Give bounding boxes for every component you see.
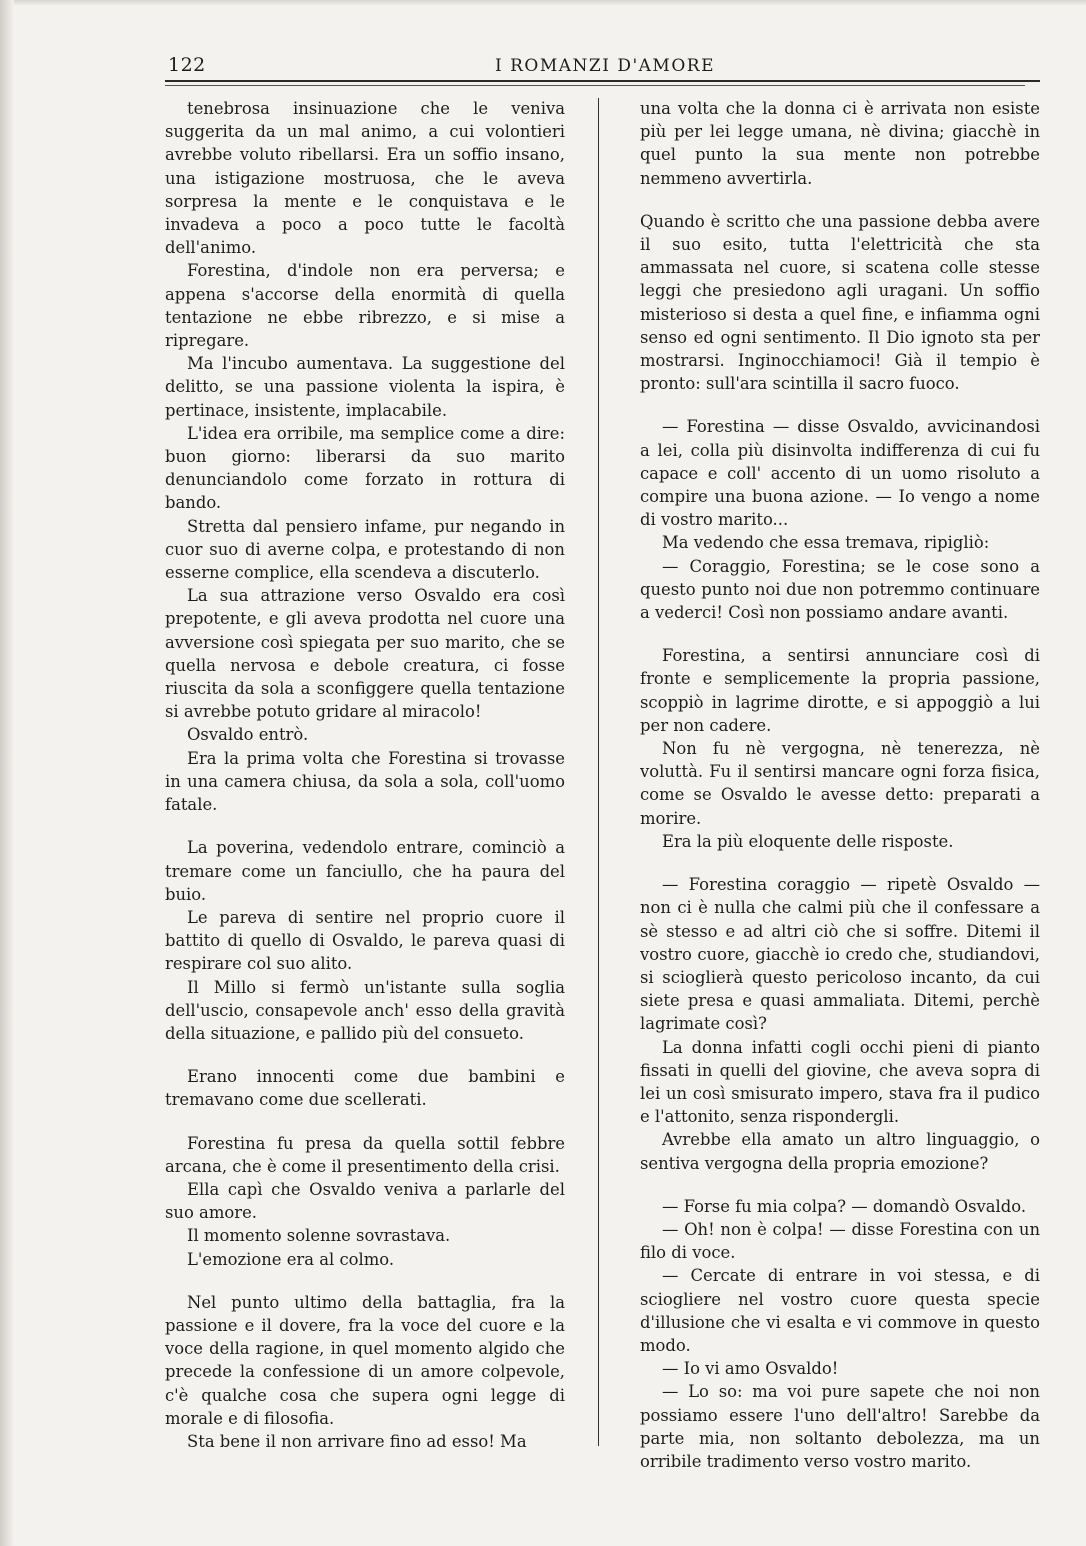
paragraph: Forestina fu presa da quella sottil febbre arcana, che è come il presentimento della crisi. [165, 1133, 565, 1176]
paragraph: — Cercate di entrare in voi stessa, e di sciogliere nel vostro cuore questa specie d'illusione che vi esalta e vi commove in questo modo. [640, 1266, 1040, 1355]
paragraph: Ma vedendo che essa tremava, ripigliò: [662, 533, 990, 553]
paragraph: Quando è scritto che una passione debba avere il suo esito, tutta l'elettricità che sta ammassata nel cuore, si scatena colle stesse leggi che presiedono agli uragani. Un soffio misterioso si desta a quel fine, e infiamma ogni senso ed ogni sentimento. Il Dio ignoto sta per mostrarsi. Inginocchiamoci! Già il tempio è pronto: sull'ara scintilla il sacro fuoco. [640, 211, 1040, 394]
paragraph: Ella capì che Osvaldo veniva a parlarle del suo amore. [165, 1179, 565, 1223]
running-title: I ROMANZI D'AMORE [495, 56, 715, 76]
paragraph: Forestina, d'indole non era perversa; e appena s'accorse della enormità di quella tentazione ne ebbe ribrezzo, e si mise a ripregare. [165, 261, 565, 351]
paragraph: Osvaldo entrò. [187, 725, 309, 745]
paragraph-gap [165, 816, 565, 836]
right-text-column [640, 97, 1040, 1473]
paragraph: Avrebbe ella amato un altro linguaggio, o sentiva vergogna della propria emozione? [640, 1130, 1040, 1173]
paragraph: Era la più eloquente delle risposte. [662, 831, 954, 851]
paragraph-gap [640, 395, 1040, 415]
paragraph: L'emozione era al colmo. [187, 1249, 395, 1269]
header-rule-thick [165, 80, 1040, 82]
paragraph: — Oh! non è colpa! — disse Forestina con un filo di voce. [640, 1219, 1040, 1263]
paragraph: una volta che la donna ci è arrivata non esiste più per lei legge umana, nè divina; giacchè in quel punto la sua mente non potrebbe nemmeno avvertirla. [640, 99, 1040, 188]
paragraph: — Forestina coraggio — ripetè Osvaldo — non ci è nulla che calmi più che il confessare a sè stesso e ad altri ciò che si soffre. Ditemi il vostro cuore, giacchè io credo che, studiandovi, si scioglierà questo pericoloso incanto, da cui siete presa e quasi ammaliata. Ditemi, perchè lagrimate così? [640, 875, 1040, 1034]
paragraph: — Coraggio, Forestina; se le cose sono a questo punto noi due non potremmo continuare a vederci! Così non possiamo andare avanti. [640, 556, 1040, 623]
paragraph-gap [165, 1271, 565, 1291]
paragraph: Ma l'incubo aumentava. La suggestione del delitto, se una passione violenta la ispira, è pertinace, insistente, implacabile. [165, 354, 565, 420]
paragraph: — Forse fu mia colpa? — domandò Osvaldo. [662, 1196, 1027, 1216]
paragraph-gap [165, 1112, 565, 1132]
paragraph: Forestina, a sentirsi annunciare così di fronte e semplicemente la propria passione, scoppiò in lagrime dirotte, e si appoggiò a lui per non cadere. [640, 646, 1040, 735]
page-header [165, 50, 1040, 80]
paragraph: tenebrosa insinuazione che le veniva suggerita da un mal animo, a cui volontieri avrebbe voluto ribellarsi. Era un soffio insano, una istigazione mostruosa, che le aveva sorpresa la mente e le conquistava e le invadeva a poco a poco tutte le facoltà dell'animo. [165, 99, 565, 258]
paragraph-gap [640, 1175, 1040, 1195]
paragraph: Stretta dal pensiero infame, pur negando in cuor suo di averne colpa, e protestando di non esserne complice, ella scendeva a discuterlo. [165, 516, 565, 583]
paragraph: La poverina, vedendolo entrare, cominciò a tremare come un fanciullo, che ha paura del buio. [165, 838, 565, 904]
paragraph: La donna infatti cogli occhi pieni di pianto fissati in quelli del giovine, che aveva sopra di lei un così smisurato impero, stava fra il pudico e l'attonito, senza rispondergli. [640, 1037, 1040, 1127]
paragraph: — Forestina — disse Osvaldo, avvicinandosi a lei, colla più disinvolta indifferenza di cui fu capace e coll' accento di un uomo risoluto a compire una buona azione. — Io vengo a nome di vostro marito... [640, 417, 1040, 530]
paragraph: — Io vi amo Osvaldo! [662, 1359, 839, 1379]
paragraph: Il momento solenne sovrastava. [187, 1226, 451, 1246]
paragraph: Erano innocenti come due bambini e tremavano come due scellerati. [165, 1067, 565, 1110]
paragraph: — Lo so: ma voi pure sapete che noi non possiamo essere l'uno dell'altro! Sarebbe da parte mia, non soltanto debolezza, ma un orribile tradimento verso vostro marito. [640, 1382, 1040, 1471]
paragraph: Le pareva di sentire nel proprio cuore il battito di quello di Osvaldo, le pareva quasi di respirare col suo alito. [165, 907, 565, 974]
paragraph: Il Millo si fermò un'istante sulla soglia dell'uscio, consapevole anch' esso della gravità della situazione, e pallido più del consueto. [165, 977, 565, 1043]
column-divider [598, 98, 599, 1446]
paragraph: Nel punto ultimo della battaglia, fra la passione e il dovere, fra la voce del cuore e la voce della ragione, in quel momento algido che precede la confessione di un amore colpevole, c'è qualche cosa che supera ogni legge di morale e di filosofia. [165, 1292, 565, 1428]
paragraph: Era la prima volta che Forestina si trovasse in una camera chiusa, da sola a sola, coll'uomo fatale. [165, 748, 565, 815]
paragraph-gap [640, 190, 1040, 210]
page-binding-shadow [0, 0, 14, 1546]
paragraph: L'idea era orribile, ma semplice come a dire: buon giorno: liberarsi da suo marito denunciandolo come forzato in rottura di bando. [165, 423, 565, 513]
paragraph: Non fu nè vergogna, nè tenerezza, nè voluttà. Fu il sentirsi mancare ogni forza fisica, come se Osvaldo le avesse detto: preparati a morire. [640, 739, 1040, 828]
left-text-column [165, 97, 565, 1453]
paragraph-gap [165, 1045, 565, 1065]
paragraph-gap [640, 624, 1040, 644]
header-rule-thin [165, 85, 1025, 86]
paragraph-gap [640, 853, 1040, 873]
paragraph: La sua attrazione verso Osvaldo era così prepotente, e gli aveva prodotta nel cuore una avversione così spiegata per suo marito, che se quella nervosa e debole creatura, ci fosse riuscita da sola a sconfiggere quella tentazione si avrebbe potuto gridare al miracolo! [165, 586, 565, 722]
paragraph: Sta bene il non arrivare fino ad esso! Ma [187, 1431, 527, 1451]
page-number: 122 [168, 54, 206, 76]
page-top-edge [0, 0, 1086, 6]
